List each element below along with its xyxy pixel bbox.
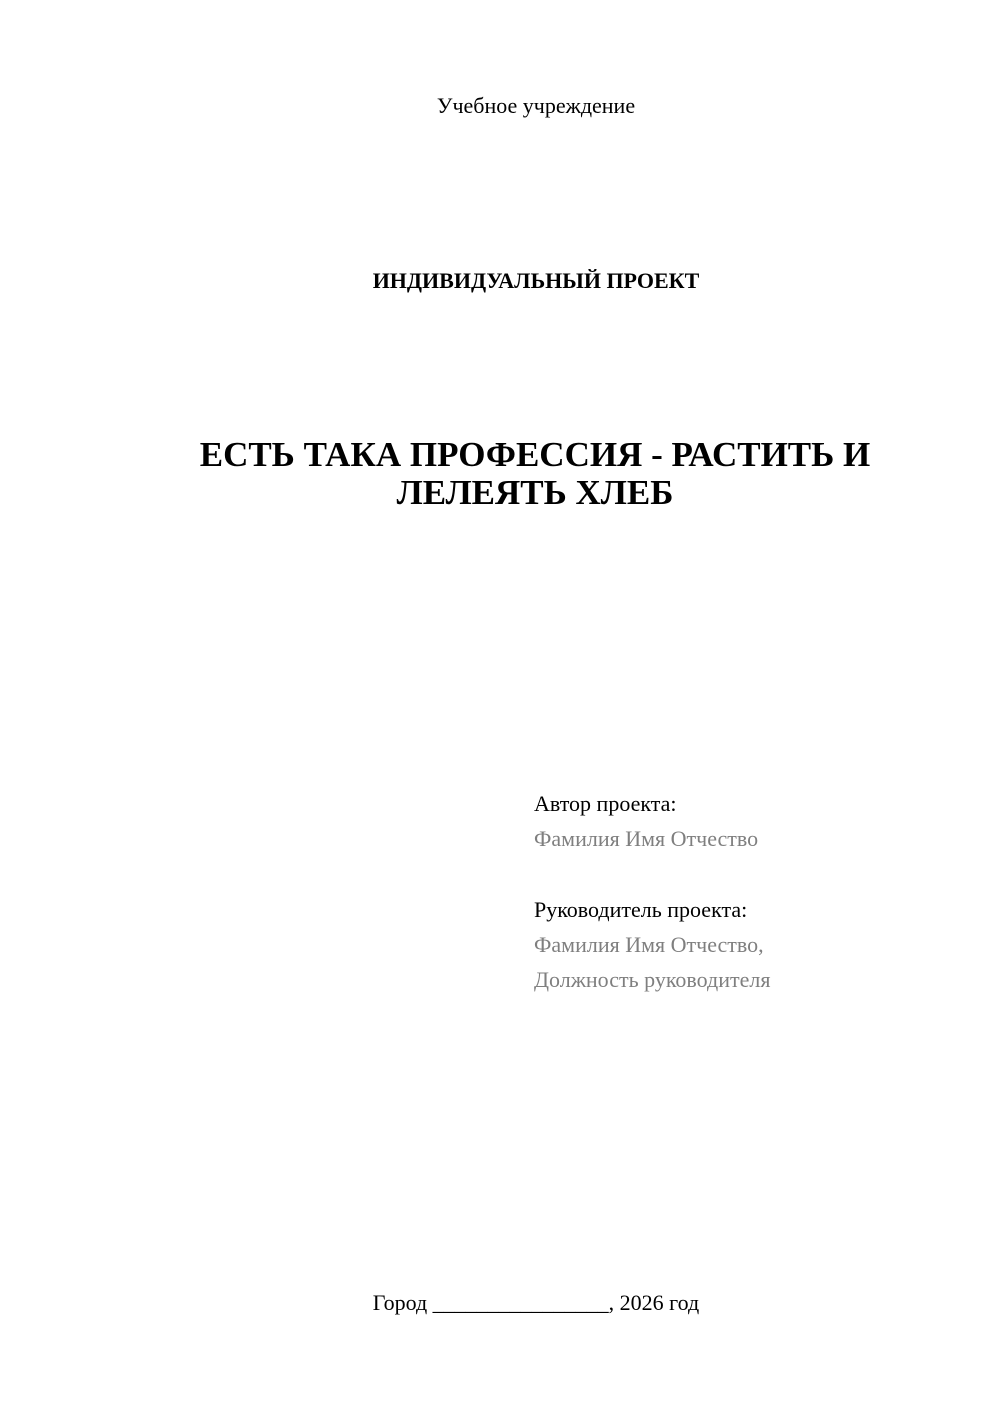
- supervisor-label: Руководитель проекта:: [534, 897, 748, 922]
- project-title: [150, 436, 920, 512]
- project-type-heading: ИНДИВИДУАЛЬНЫЙ ПРОЕКТ: [372, 268, 700, 293]
- author-name: Фамилия Имя Отчество: [534, 826, 759, 851]
- supervisor-name: Фамилия Имя Отчество,: [534, 932, 764, 957]
- project-title-line-2: ЛЕЛЕЯТЬ ХЛЕБ: [396, 473, 674, 512]
- city-year-line: Город ________________, 2026 год: [372, 1290, 700, 1315]
- author-block: [534, 786, 974, 856]
- project-title-line-1: ЕСТЬ ТАКА ПРОФЕССИЯ - РАСТИТЬ И: [199, 435, 871, 474]
- supervisor-position: Должность руководителя: [534, 967, 771, 992]
- institution-name: Учебное учреждение: [436, 93, 636, 118]
- author-label: Автор проекта:: [534, 791, 677, 816]
- supervisor-block: [534, 892, 974, 997]
